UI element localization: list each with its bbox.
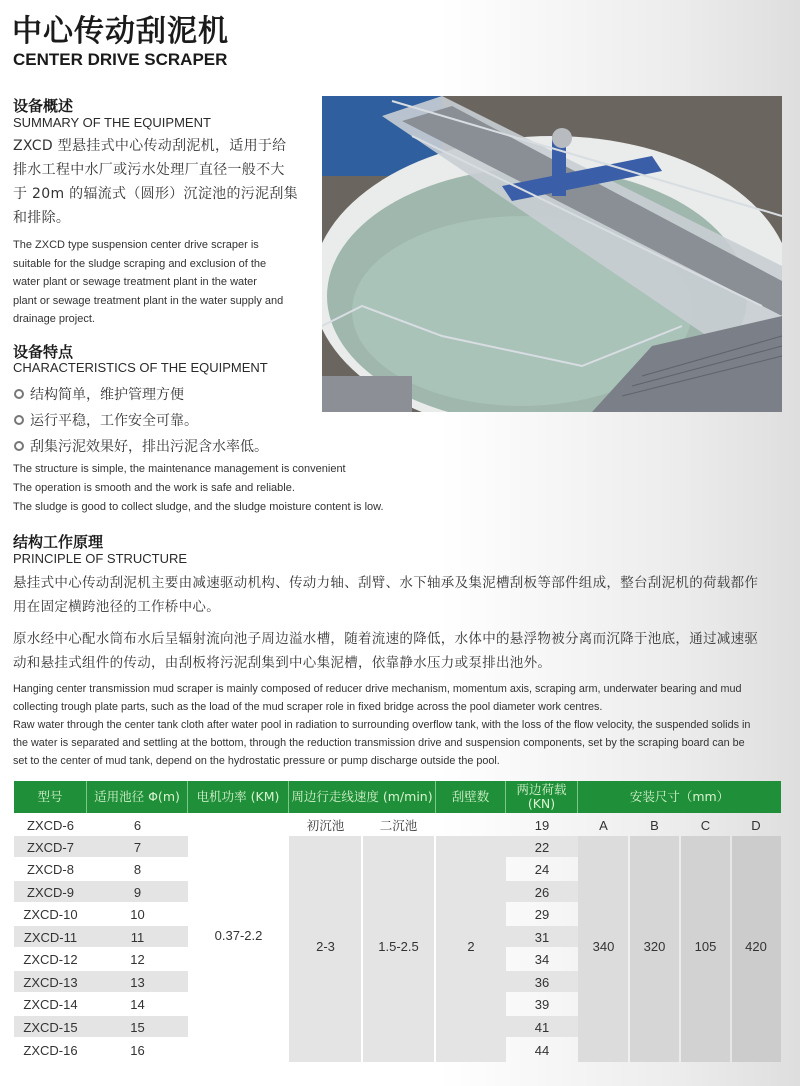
product-photo [322, 96, 782, 412]
merged-arms: 2 [467, 938, 475, 954]
characteristics-heading-en: CHARACTERISTICS OF THE EQUIPMENT [13, 360, 268, 375]
th-speed: 周边行走线速度 (m/min) [289, 781, 436, 813]
merged-speed-secondary: 1.5-2.5 [378, 938, 419, 954]
summary-body-en: The ZXCD type suspension center drive scraper is suitable for the sludge scraping and exclusion of the water plant or sewage treatment plant in the water plant or sewage treatment plant in the water supply and drainage project. [13, 239, 284, 325]
principle-para1-cn: 悬挂式中心传动刮泥机主要由减速驱动机构、传动力轴、刮臂、水下轴承及集泥槽刮板等部件组成，整台刮泥机的荷载都作 用在固定横跨池径的工作桥中心。 [13, 575, 759, 615]
sub-B: B [650, 817, 659, 833]
sub-speed-secondary: 二沉池 [379, 818, 418, 833]
page-title-cn: 中心传动刮泥机 [12, 14, 229, 49]
summary-heading-cn: 设备概述 [13, 97, 74, 115]
characteristics-bullets [13, 381, 268, 459]
summary-body-cn: ZXCD 型悬挂式中心传动刮泥机，适用于给 排水工程中水厂或污水处理厂直径一般不大 于 20m 的辐流式（圆形）沉淀池的污泥刮集 和排除。 [13, 138, 298, 226]
merged-power: 0.37-2.2 [214, 927, 263, 943]
th-arms: 刮壁数 [436, 781, 506, 813]
th-model: 型号 [14, 781, 87, 813]
circle-bullet-icon [14, 389, 24, 399]
circle-bullet-icon [14, 415, 24, 425]
th-install: 安装尺寸（mm） [578, 781, 781, 813]
th-power: 电机功率 (KM) [188, 781, 289, 813]
circle-bullet-icon [14, 441, 24, 451]
sub-speed-primary: 初沉池 [306, 818, 345, 833]
th-diameter: 适用池径 Φ(m) [87, 781, 188, 813]
summary-heading-en: SUMMARY OF THE EQUIPMENT [13, 115, 211, 130]
merged-A: 340 [592, 938, 615, 954]
merged-C: 105 [694, 938, 717, 954]
sedimentation-tank-image [322, 96, 782, 412]
bullet-item: 刮集污泥效果好，排出污泥含水率低。 [13, 433, 268, 459]
principle-para2-cn: 原水经中心配水筒布水后呈辐射流向池子周边溢水槽，随着流速的降低，水体中的悬浮物被分离而沉降于池底，通过减速驱 动和悬挂式组件的传动，由刮板将污泥刮集到中心集泥槽，依靠静水压力或泵排出池外。 [13, 631, 759, 671]
characteristics-heading-cn: 设备特点 [13, 343, 74, 361]
sub-C: C [700, 817, 711, 833]
bullet-item: 运行平稳，工作安全可靠。 [13, 407, 268, 433]
bullet-item: 结构简单，维护管理方便 [13, 381, 268, 407]
principle-heading-en: PRINCIPLE OF STRUCTURE [13, 551, 188, 566]
merged-D: 420 [745, 938, 767, 954]
spec-table: 型号 适用池径 Φ(m) 电机功率 (KM) 周边行走线速度 (m/min) 刮壁数 两边荷载 (KN) 安装尺寸（mm） 初沉池 二沉池 A B C D ZXCD-6 6 19 ZXCD-7 7 22 ZXCD-8 8 24 ZXCD-9 9 26 ZXCD-10 10 29 ZXCD-11 11 31 ZXCD-12 12 34 ZXCD-13 13 36 ZXCD-14 14 39 ZXCD-15 15 41 ZXCD-16 16 44 0.37-2.2 2-3 1.5-2.5 2 340 320 105 420 [14, 781, 781, 1062]
page-title-en: CENTER DRIVE SCRAPER [13, 50, 228, 69]
sub-D: D [751, 817, 761, 833]
sub-A: A [599, 817, 608, 833]
th-load: 两边荷载 (KN) [506, 781, 578, 813]
characteristics-body-en: The structure is simple, the maintenance management is convenient The operation is smooth and the work is safe and reliable. The sludge is good to collect sludge, and the sludge moisture content is low. [13, 463, 384, 513]
principle-body-en: Hanging center transmission mud scraper is mainly composed of reducer drive mechanism, momentum axis, scraping arm, underwater bearing and mud collecting trough plate parts, such as the load of the mud scraper role in fixed bridge across the pool diameter work centres. Raw water through the center tank cloth after water pool in radiation to surrounding overflow tank, with the loss of the flow velocity, the suspended solids in the water is separated and settling at the bottom, through the reduction transmission drive and suspension components, set by the scraping board can be set to the center of mud tank, depend on the hydrostatic pressure or pump discharge outside the pool. [13, 683, 751, 767]
merged-B: 320 [643, 938, 666, 954]
principle-heading-cn: 结构工作原理 [13, 533, 104, 551]
merged-speed-primary: 2-3 [316, 938, 335, 954]
